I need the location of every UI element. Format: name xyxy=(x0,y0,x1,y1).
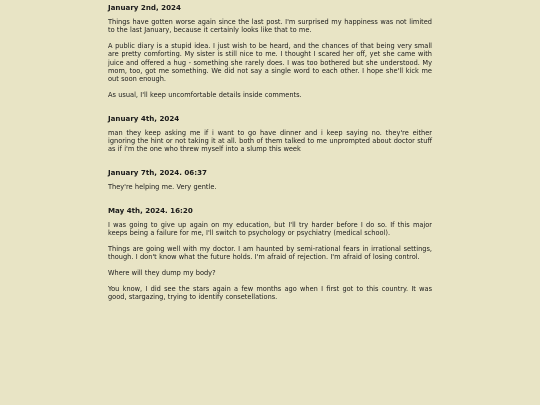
entry-paragraph: Things have gotten worse again since the last post. I'm surprised my happiness was not limited to the last January, because it certainly looks like that to me. xyxy=(108,18,432,35)
entry-paragraph: A public diary is a stupid idea. I just wish to be heard, and the chances of that being very small are pretty comforting. My sister is still nice to me. I thought I scared her off, yet she came with juice and offered a hug - something she rarely does. I was too bothered but she understood. My mom, too, got me something. We did not say a single word to each other. I hope she'll kick me out soon enough. xyxy=(108,42,432,84)
entry-paragraph: You know, I did see the stars again a few months ago when I first got to this country. It was good, stargazing, trying to identify consetellations. xyxy=(108,285,432,302)
entry-date: January 2nd, 2024 xyxy=(108,3,181,12)
entry-paragraph: As usual, I'll keep uncomfortable details inside comments. xyxy=(108,91,302,100)
entry-paragraph: Things are going well with my doctor. I am haunted by semi-rational fears in irrational settings, though. I don't know what the future holds. I'm afraid of rejection. I'm afraid of losing control. xyxy=(108,245,432,262)
entry-paragraph: They're helping me. Very gentle. xyxy=(108,183,217,192)
entry-paragraph: man they keep asking me if i want to go have dinner and i keep saying no. they're either ignoring the hint or not taking it at all. both of them talked to me unprompted about doctor stuff as if i'm the one who threw myself into a slump this week xyxy=(108,128,432,154)
diary-entry xyxy=(108,3,432,99)
entry-separator xyxy=(108,107,432,114)
entry-separator xyxy=(108,199,432,206)
diary-entry xyxy=(108,206,432,302)
diary-entry xyxy=(108,114,432,154)
entry-paragraph: I was going to give up again on my education, but I'll try harder before I do so. If this major keeps being a failure for me, I'll switch to psychology or psychiatry (medical school). xyxy=(108,221,432,238)
diary-entry xyxy=(108,168,432,191)
entry-separator xyxy=(108,161,432,168)
entry-date: May 4th, 2024. 16:20 xyxy=(108,206,193,216)
entry-date: January 4th, 2024 xyxy=(108,113,180,123)
diary-column xyxy=(108,3,432,309)
entry-paragraph: Where will they dump my body? xyxy=(108,269,216,278)
entry-date: January 7th, 2024. 06:37 xyxy=(108,168,207,178)
